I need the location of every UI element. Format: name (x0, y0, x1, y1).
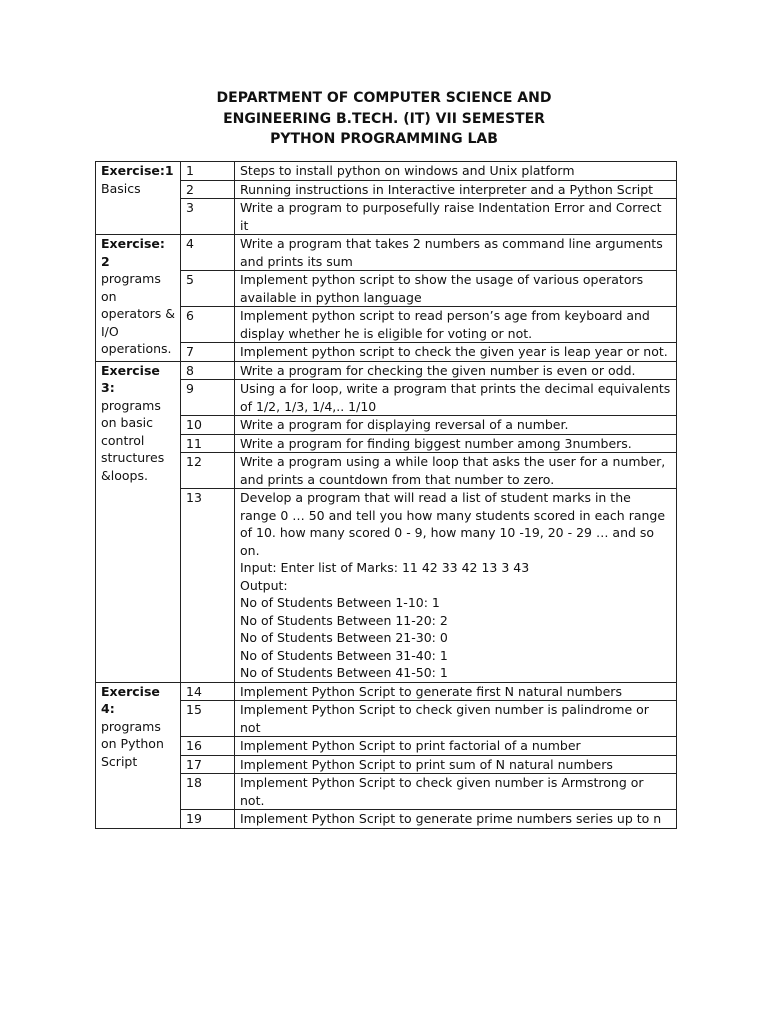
task-number: 3 (181, 199, 235, 235)
task-row (96, 682, 677, 701)
task-row (96, 434, 677, 453)
task-number: 2 (181, 180, 235, 199)
task-row (96, 453, 677, 489)
task-description: Write a program for displaying reversal of a number. (235, 416, 677, 435)
task-row (96, 774, 677, 810)
heading-line-1: DEPARTMENT OF COMPUTER SCIENCE AND (216, 90, 552, 106)
task-number: 8 (181, 361, 235, 380)
task-description: Steps to install python on windows and Unix platform (235, 162, 677, 181)
task-number: 17 (181, 755, 235, 774)
task-number: 16 (181, 737, 235, 756)
task-row (96, 162, 677, 181)
task-number: 19 (181, 810, 235, 829)
task-number: 4 (181, 235, 235, 271)
task-row (96, 307, 677, 343)
task-description: Running instructions in Interactive interpreter and a Python Script (235, 180, 677, 199)
heading-line-3: PYTHON PROGRAMMING LAB (270, 131, 498, 147)
exercise-cell (96, 361, 181, 682)
lab-table-body (96, 162, 677, 829)
task-row (96, 810, 677, 829)
task-row (96, 361, 677, 380)
task-description: Write a program using a while loop that asks the user for a number, and prints a countdown from that number to zero. (235, 453, 677, 489)
task-row (96, 755, 677, 774)
task-description: Write a program for checking the given number is even or odd. (235, 361, 677, 380)
task-row (96, 737, 677, 756)
task-number: 10 (181, 416, 235, 435)
task-number: 7 (181, 343, 235, 362)
task-number: 18 (181, 774, 235, 810)
task-description: Develop a program that will read a list of student marks in the range 0 … 50 and tell you how many students scored in each range of 10. how many scored 0 - 9, how many 10 -19, 20 - 29 … and so on. Input: Enter list of Marks: 11 42 33 42 13 3 43 Output: No of Students Between 1-10: 1 No of Students Between 11-20: 2 No of Students Between 21-30: 0 No of Students Between 31-40: 1 No of Students Between 41-50: 1 (235, 489, 677, 683)
task-description: Implement Python Script to generate prime numbers series up to n (235, 810, 677, 829)
task-row (96, 489, 677, 683)
task-row (96, 199, 677, 235)
task-number: 12 (181, 453, 235, 489)
task-description: Implement python script to show the usage of various operators available in python language (235, 271, 677, 307)
heading-line-2: ENGINEERING B.TECH. (IT) VII SEMESTER (223, 110, 545, 127)
exercise-description: programs on operators & I/O operations. (101, 271, 175, 356)
task-row (96, 416, 677, 435)
exercise-description: programs on Python Script (101, 718, 164, 769)
task-description: Implement python script to read person’s age from keyboard and display whether he is eligible for voting or not. (235, 307, 677, 343)
task-number: 9 (181, 380, 235, 416)
task-row (96, 380, 677, 416)
document-heading (0, 88, 768, 150)
task-description: Implement Python Script to print sum of N natural numbers (235, 755, 677, 774)
task-description: Write a program that takes 2 numbers as command line arguments and prints its sum (235, 235, 677, 271)
task-number: 14 (181, 682, 235, 701)
task-description: Write a program to purposefully raise Indentation Error and Correct it (235, 199, 677, 235)
task-description: Implement python script to check the given year is leap year or not. (235, 343, 677, 362)
task-description: Using a for loop, write a program that prints the decimal equivalents of 1/2, 1/3, 1/4,.. 1/10 (235, 380, 677, 416)
task-row (96, 235, 677, 271)
task-row (96, 701, 677, 737)
task-number: 13 (181, 489, 235, 683)
exercise-cell (96, 682, 181, 828)
exercise-title: Exercise 4: (101, 683, 160, 716)
task-row (96, 180, 677, 199)
task-row (96, 271, 677, 307)
task-description: Implement Python Script to check given number is palindrome or not (235, 701, 677, 737)
task-number: 1 (181, 162, 235, 181)
exercise-description: Basics (101, 180, 141, 196)
task-number: 11 (181, 434, 235, 453)
exercise-cell (96, 162, 181, 235)
task-row (96, 343, 677, 362)
task-description: Implement Python Script to print factorial of a number (235, 737, 677, 756)
lab-exercise-table (95, 161, 677, 829)
task-number: 6 (181, 307, 235, 343)
task-number: 5 (181, 271, 235, 307)
task-number: 15 (181, 701, 235, 737)
exercise-description: programs on basic control structures &loops. (101, 397, 165, 483)
task-description: Implement Python Script to generate first N natural numbers (235, 682, 677, 701)
exercise-title: Exercise 3: (101, 362, 160, 395)
exercise-cell (96, 235, 181, 362)
task-description: Write a program for finding biggest number among 3numbers. (235, 434, 677, 453)
exercise-title: Exercise: 2 (101, 236, 165, 269)
exercise-title: Exercise:1 (101, 163, 174, 178)
task-description: Implement Python Script to check given number is Armstrong or not. (235, 774, 677, 810)
